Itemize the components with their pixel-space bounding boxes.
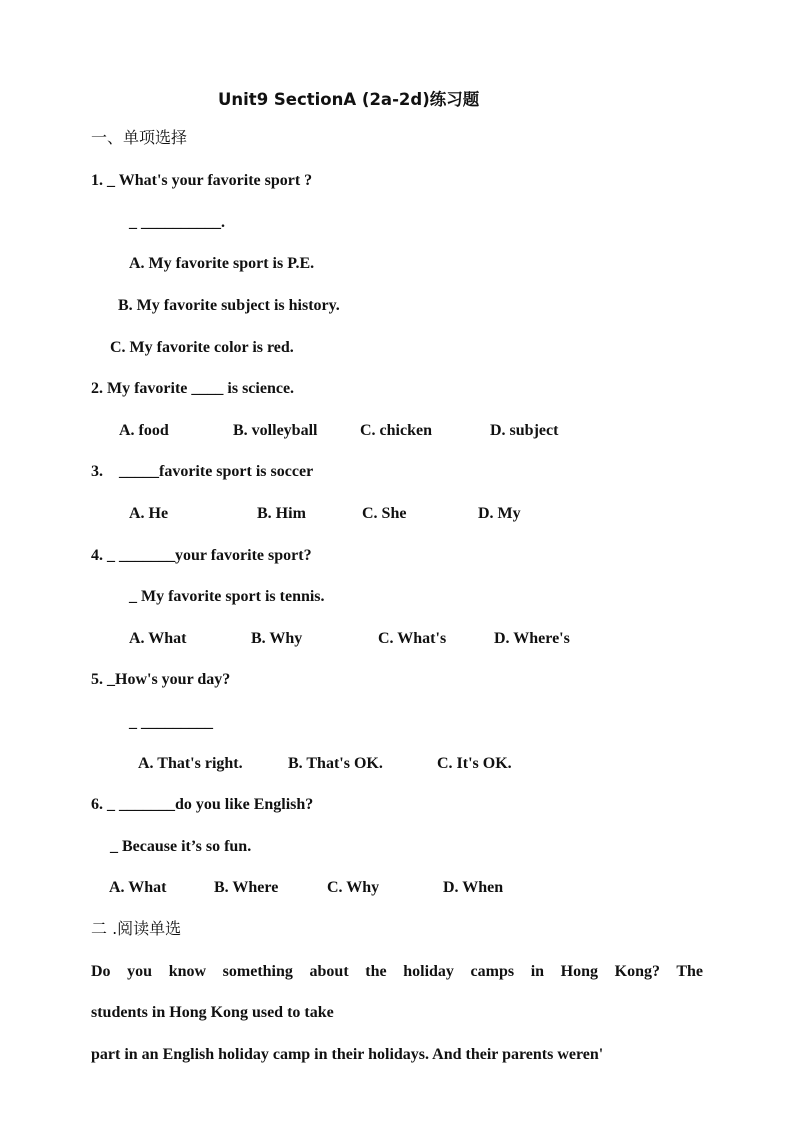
question-2-option-a: A. food [119, 422, 169, 439]
question-3-option-a: A. He [129, 505, 169, 522]
question-1-option-c: C. My favorite color is red. [110, 339, 294, 356]
question-5-answer-blank: _ _________ [129, 714, 213, 731]
question-1-option-a: A. My favorite sport is P.E. [129, 255, 315, 272]
question-6-option-d: D. When [443, 879, 504, 896]
page-title: Unit9 SectionA (2a-2d)练习题 [218, 90, 480, 109]
question-5-option-a: A. That's right. [138, 755, 243, 772]
question-1-answer-blank: _ __________. [129, 214, 225, 231]
question-3-option-c: C. She [362, 505, 407, 522]
question-2-option-b: B. volleyball [233, 422, 318, 439]
question-3-option-d: D. My [478, 505, 521, 522]
passage-line-3: part in an English holiday camp in their holidays. And their parents weren' [91, 1046, 604, 1063]
section-heading-reading: 二 .阅读单选 [91, 919, 182, 938]
question-4-option-d: D. Where's [494, 630, 570, 647]
question-3-stem: 3. _____favorite sport is soccer [91, 463, 314, 480]
question-4-answer: _ My favorite sport is tennis. [129, 588, 325, 605]
section-heading-single-choice: 一、单项选择 [91, 128, 188, 147]
passage-line-1: Do you know something about the holiday camps in Hong Kong? The [91, 963, 703, 980]
question-4-stem: 4. _ _______your favorite sport? [91, 547, 312, 564]
question-6-option-c: C. Why [327, 879, 380, 896]
question-2-option-d: D. subject [490, 422, 559, 439]
question-3-option-b: B. Him [257, 505, 306, 522]
question-6-stem: 6. _ _______do you like English? [91, 796, 314, 813]
passage-line-2: students in Hong Kong used to take [91, 1004, 334, 1021]
question-5-option-b: B. That's OK. [288, 755, 383, 772]
question-6-option-a: A. What [109, 879, 167, 896]
question-2-stem: 2. My favorite ____ is science. [91, 380, 295, 397]
question-6-answer: _ Because it’s so fun. [110, 838, 252, 855]
question-4-option-c: C. What's [378, 630, 447, 647]
question-4-option-b: B. Why [251, 630, 303, 647]
question-1-option-b: B. My favorite subject is history. [118, 297, 340, 314]
question-1-stem: 1. _ What's your favorite sport ? [91, 172, 313, 189]
question-5-option-c: C. It's OK. [437, 755, 512, 772]
question-2-option-c: C. chicken [360, 422, 432, 439]
question-5-stem: 5. _How's your day? [91, 671, 231, 688]
question-4-option-a: A. What [129, 630, 187, 647]
question-6-option-b: B. Where [214, 879, 279, 896]
